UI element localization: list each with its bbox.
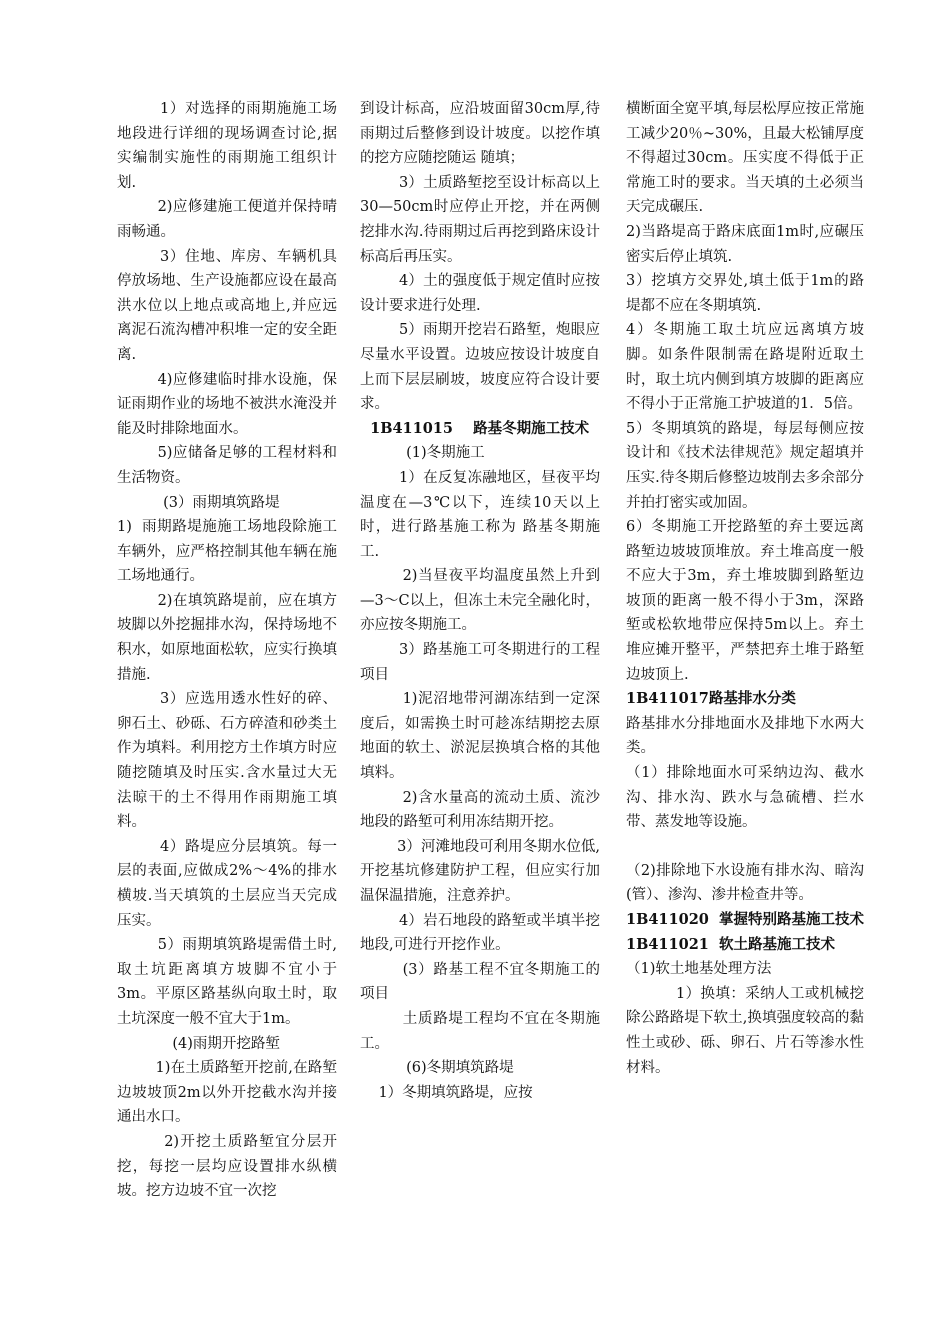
paragraph: 5）雨期填筑路堤需借土时,取土坑距离填方坡脚不宜小于3m。平原区路基纵向取土时，取土坑深度一般不宜大于1m。 bbox=[117, 937, 337, 1027]
paragraph: 1）冬期填筑路堤，应按 bbox=[360, 1084, 533, 1101]
paragraph: 4）冬期施工取土坑应远离填方坡脚。如条件限制需在路堤附近取土时，取土坑内侧到填方坡脚的距离应不得小于正常施工护坡道的1．5倍。 bbox=[626, 322, 864, 413]
text-column-1 bbox=[117, 97, 337, 1204]
paragraph: 4）岩石地段的路堑或半填半挖地段,可进行开挖作业。 bbox=[360, 912, 600, 954]
paragraph: 3）河滩地段可利用冬期水位低,开挖基坑修建防护工程，但应实行加温保温措施，注意养护。 bbox=[360, 838, 601, 904]
paragraph: 横断面全宽平填,每层松厚应按正常施工减少20％~30%，且最大松铺厚度不得超过30cm。压实度不得低于正常施工时的要求。当天填的土必须当天完成碾压. bbox=[626, 101, 864, 216]
paragraph: 1)在土质路堑开挖前,在路堑边坡坡顶2m以外开挖截水沟并接通出水口。 bbox=[117, 1060, 337, 1126]
paragraph: 路基排水分排地面水及排地下水两大类。 bbox=[626, 715, 864, 757]
paragraph: 1）对选择的雨期施施工场地段进行详细的现场调查讨论,据实编制实施性的雨期施工组织计划. bbox=[117, 101, 337, 191]
paragraph: （2)排除地下水设施有排水沟、暗沟(管）、渗沟、渗井检查井等。 bbox=[626, 862, 864, 904]
paragraph: 土质路堤工程均不宜在冬期施工。 bbox=[360, 1010, 601, 1052]
paragraph: 3）路基施工可冬期进行的工程项目 bbox=[360, 642, 600, 683]
paragraph: 3）土质路堑挖至设计标高以上30—50cm时应停止开挖，并在两侧挖排水沟.待雨期过后再挖到路床设计标高后再压实。 bbox=[360, 174, 600, 265]
paragraph: 1）在反复冻融地区，昼夜平均温度在—3℃以下，连续10天以上时，进行路基施工称为 路基冬期施工. bbox=[360, 469, 600, 560]
paragraph: 5）冬期填筑的路堤，每层每侧应按设计和《技术法律规范》规定超填并压实.待冬期后修整边坡削去多余部分并拍打密实或加固。 bbox=[626, 420, 864, 511]
paragraph-spacer bbox=[626, 835, 864, 859]
paragraph: 3）应选用透水性好的碎、卵石土、砂砾、石方碎渣和砂类土作为填料。利用挖方土作填方时应随挖随填及时压实.含水量过大无法晾干的土不得用作雨期施工填料。 bbox=[117, 691, 337, 831]
paragraph: 4）路堤应分层填筑。每一层的表面,应做成2%～4%的排水横坡.当天填筑的土层应当天完成压实。 bbox=[117, 838, 337, 929]
paragraph: 2)在填筑路堤前，应在填方坡脚以外挖掘排水沟，保持场地不积水，如原地面松软，应实行换填措施. bbox=[117, 592, 338, 683]
text-column-2 bbox=[360, 97, 600, 1105]
section-heading: 1B411015 路基冬期施工技术 bbox=[360, 419, 590, 437]
text-column-3 bbox=[626, 97, 864, 1080]
paragraph: 2)应修建施工便道并保持晴雨畅通。 bbox=[117, 199, 338, 240]
paragraph: 到设计标高，应沿坡面留30cm厚,待雨期过后整修到设计坡度。以挖作填的挖方应随挖随运 随填； bbox=[360, 101, 600, 167]
paragraph: 2)当昼夜平均温度虽然上升到—3～C以上，但冻土未完全融化时，亦应按冬期施工。 bbox=[360, 568, 600, 634]
paragraph: 1）换填：采纳人工或机械挖除公路路堤下软土,换填强度较高的黏性土或砂、砾、卵石、片石等渗水性材料。 bbox=[626, 985, 865, 1076]
paragraph: 1)泥沼地带河湖冻结到一定深度后，如需换土时可趁冻结期挖去原地面的软土、淤泥层换填合格的其他填料。 bbox=[360, 691, 600, 782]
paragraph: （1)软土地基处理方法 bbox=[626, 961, 772, 978]
section-heading: 1B411021 软土路基施工技术 bbox=[626, 935, 835, 953]
paragraph: （1）排除地面水可采纳边沟、截水沟、排水沟、跌水与急硫槽、拦水带、蒸发地等设施。 bbox=[626, 765, 864, 831]
paragraph: 6）冬期施工开挖路堑的弃土要远离路堑边坡坡顶堆放。弃土堆高度一般不应大于3m，弃土堆坡脚到路堑边坡顶的距离一般不得小于3m，深路堑或松软地带应保持5m以上。弃土堆应摊开整平，严禁把弃土堆于路堑边坡顶上. bbox=[626, 519, 864, 683]
paragraph: 5)应储备足够的工程材料和生活物资。 bbox=[117, 445, 338, 486]
section-heading: 1B411017路基排水分类 bbox=[626, 690, 796, 708]
paragraph: 3）住地、库房、车辆机具停放场地、生产设施都应设在最高洪水位以上地点或高地上,并应远离泥石流沟槽冲积堆一定的安全距离. bbox=[117, 248, 337, 363]
paragraph: 4）土的强度低于规定值时应按设计要求进行处理. bbox=[360, 273, 600, 314]
paragraph: 3）挖填方交界处,填土低于1m的路堤都不应在冬期填筑. bbox=[626, 273, 864, 314]
paragraph: 2)开挖土质路堑宜分层开挖，每挖一层均应设置排水纵横坡。挖方边坡不宜一次挖 bbox=[117, 1133, 337, 1200]
paragraph: (6)冬期填筑路堤 bbox=[360, 1060, 514, 1077]
paragraph: 1) 雨期路堤施施工场地段除施工车辆外，应严格控制其他车辆在施工场地通行。 bbox=[117, 519, 337, 585]
paragraph: (1)冬期施工 bbox=[360, 445, 485, 462]
paragraph: 2)含水量高的流动土质、流沙地段的路堑可利用冻结期开挖。 bbox=[360, 789, 600, 831]
paragraph: 4)应修建临时排水设施，保证雨期作业的场地不被洪水淹没并能及时排除地面水。 bbox=[117, 371, 338, 437]
paragraph: (3）路基工程不宜冬期施工的项目 bbox=[360, 961, 600, 1003]
paragraph: 5）雨期开挖岩石路堑，炮眼应尽量水平设置。边坡应按设计坡度自上而下层层刷坡，坡度应符合设计要求。 bbox=[360, 322, 600, 413]
paragraph: (4)雨期开挖路堑 bbox=[117, 1035, 280, 1052]
paragraph: 2)当路堤高于路床底面1m时,应碾压密实后停止填筑. bbox=[626, 223, 864, 265]
section-heading: 1B411020 掌握特别路基施工技术 bbox=[626, 911, 864, 928]
paragraph: (3）雨期填筑路堤 bbox=[117, 494, 280, 511]
